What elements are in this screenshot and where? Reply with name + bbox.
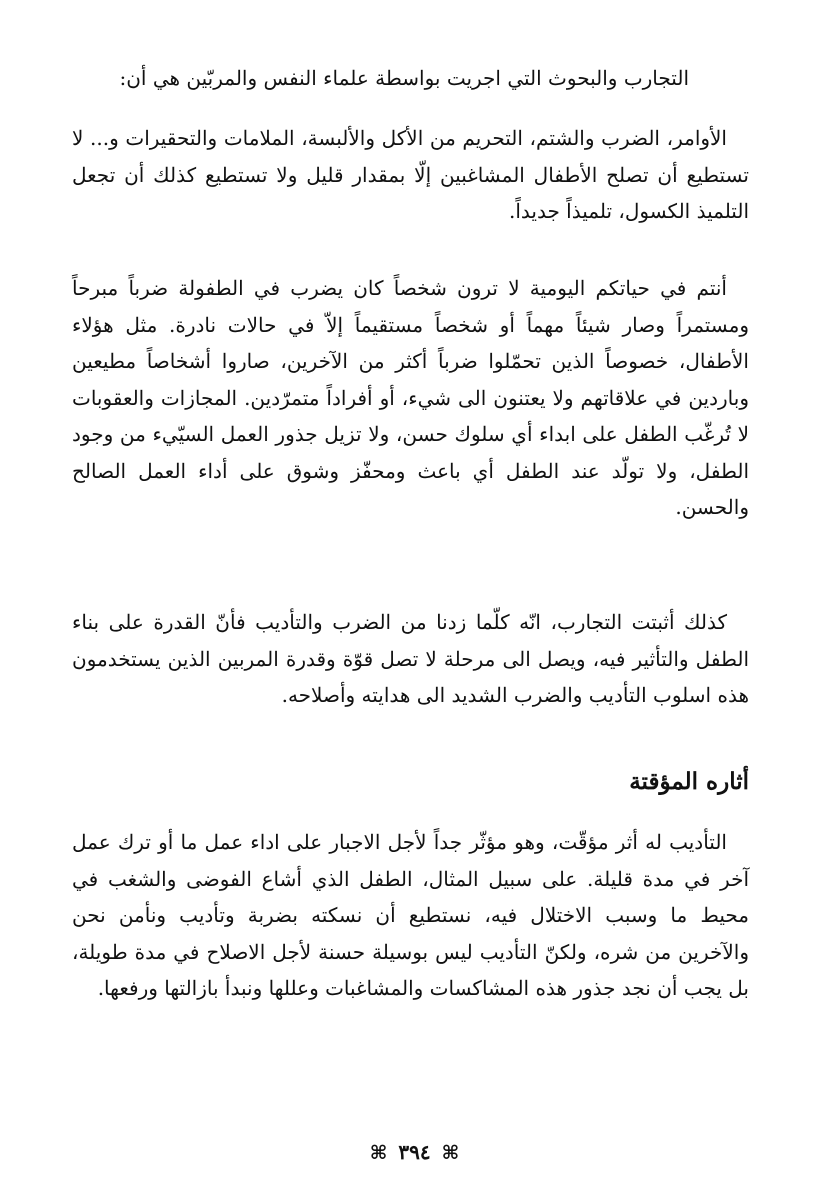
paragraph-2: أنتم في حياتكم اليومية لا ترون شخصاً كان يضرب في الطفولة ضرباً مبرحاً ومستمراً وصار شيئاً مهماً أو شخصاً مستقيماً إلاّ في حالات نادرة. مثل هؤلاء الأطفال، خصوصاً الذين تحمّلوا ضرباً أكثر من الآخرين، صاروا أشخاصاً مطيعين وباردين في علاقاتهم ولا يعتنون الى شيء، أو أفراداً متمرّدين. المجازات والعقوبات لا تُرغّب الطفل على ابداء أي سلوك حسن، ولا تزيل جذور العمل السيّيء من وجود الطفل، ولا تولّد عند الطفل أي باعث ومحفّز وشوق على أداء العمل الصالح والحسن. <box>72 276 749 519</box>
intro-line: التجارب والبحوث التي اجريت بواسطة علماء النفس والمربّين هي أن: <box>119 66 689 90</box>
paragraph-3: كذلك أثبتت التجارب، انّه كلّما زدنا من الضرب والتأديب فأنّ القدرة على بناء الطفل والتأثير فيه، ويصل الى مرحلة لا تصل قوّة وقدرة المربين الذين يستخدمون هذه اسلوب التأديب والضرب الشديد الى هدايته وأصلاحه. <box>72 610 749 707</box>
book-page <box>72 0 749 1197</box>
ornament-icon: ⌘ <box>369 1142 388 1164</box>
page-number: ٣٩٤ <box>398 1140 431 1164</box>
section-heading: أثاره المؤقتة <box>629 768 749 795</box>
page-footer <box>0 1140 829 1164</box>
paragraph-4: التأديب له أثر مؤقّت، وهو مؤثّر جداً لأجل الاجبار على اداء عمل ما أو ترك عمل آخر في مدة قليلة. على سبيل المثال، الطفل الذي أشاع الفوضى والشغب في محيط ما وسبب الاختلال فيه، نستطيع أن نسكته بضربة وتأديب ونأمن نحن والآخرين من شره، ولكنّ التأديب ليس بوسيلة حسنة لأجل الاصلاح في مدة طويلة، بل يجب أن نجد جذور هذه المشاكسات والمشاغبات وعللها ونبدأ بازالتها ورفعها. <box>72 830 749 1000</box>
ornament-icon: ⌘ <box>441 1142 460 1164</box>
paragraph-1: الأوامر، الضرب والشتم، التحريم من الأكل والألبسة، الملامات والتحقيرات و... لا تستطيع أن تصلح الأطفال المشاغبين إلّا بمقدار قليل ولا تستطيع كذلك أن تجعل التلميذ الكسول، تلميذاً جديداً. <box>72 126 749 223</box>
